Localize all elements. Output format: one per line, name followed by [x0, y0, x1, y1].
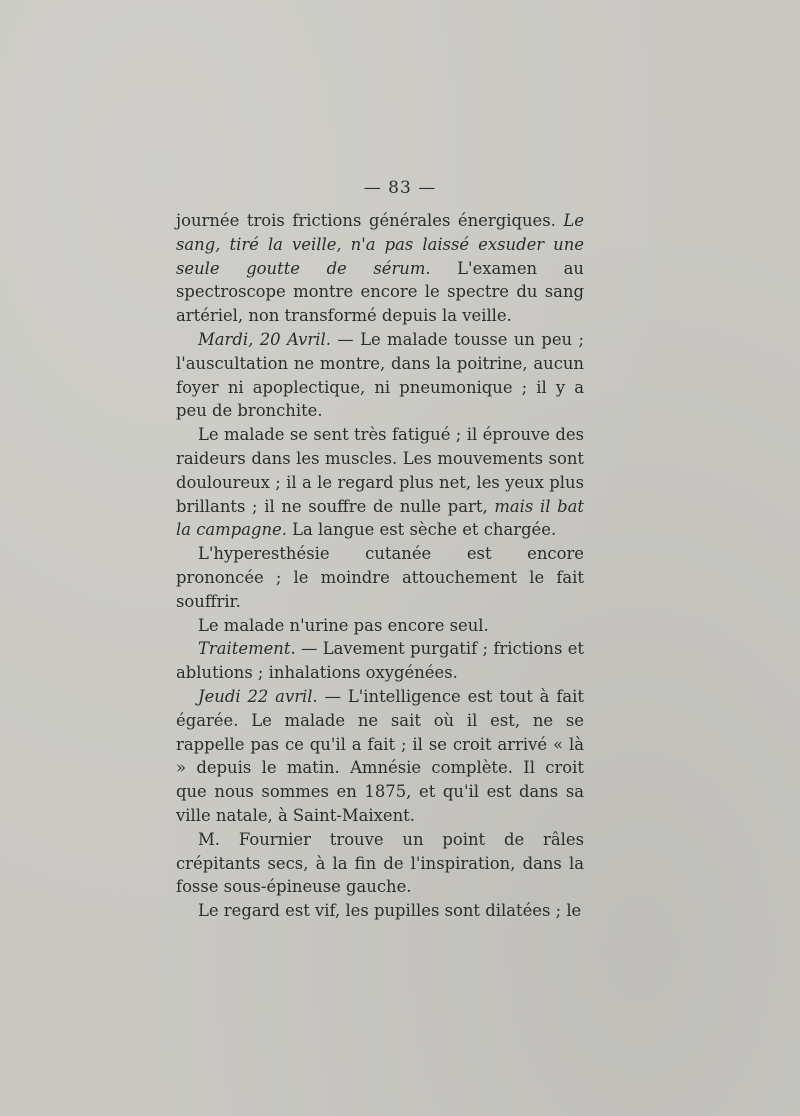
paragraph — [176, 828, 584, 899]
text-run: — L'intelligence est tout à fait égarée. Le malade ne sait où il est, ne se rappelle pas ce qu'il a fait ; il se croit arrivé « là » depuis le matin. Amnésie complète. Il croit que nous sommes en 1875, et qu'il est dans sa ville natale, à Saint-Maixent. — [176, 686, 584, 825]
paragraph — [176, 614, 584, 638]
text-run: Le regard est vif, les pupilles sont dilatées ; le — [198, 901, 582, 921]
text-run: M. Fournier trouve un point de râles crépitants secs, à la fin de l'inspiration, dans la fosse sous-épineuse gauche. — [176, 829, 584, 897]
italic-run: Le sang, tiré la veille, n'a pas laissé exsuder une seule goutte de sérum. — [176, 211, 584, 278]
text-run: La langue est sèche et chargée. — [286, 520, 557, 540]
body-text — [176, 209, 584, 923]
text-run: Le malade n'urine pas encore seul. — [198, 615, 489, 635]
italic-run: Jeudi 22 avril. — [198, 686, 318, 706]
italic-run: mais il bat la campagne. — [176, 496, 584, 540]
text-run: — Lavement purgatif ; frictions et ablutions ; inhalations oxygénées. — [176, 639, 584, 683]
paragraph — [176, 685, 584, 828]
paragraph — [176, 209, 584, 328]
text-run: L'hyperesthésie cutanée est encore prononcée ; le moindre attouchement le fait souffrir. — [176, 544, 584, 611]
italic-run: Mardi, 20 Avril. — [198, 329, 331, 349]
text-run: Le malade se sent très fatigué ; il éprouve des raideurs dans les muscles. Les mouvements sont douloureux ; il a le regard plus net, les yeux plus brillants ; il ne souffre de nulle part, — [176, 425, 584, 516]
text-run: journée trois frictions générales énergiques. — [176, 211, 564, 230]
paragraph — [176, 423, 584, 542]
paragraph — [176, 899, 584, 923]
page-number: — 83 — — [363, 178, 437, 198]
text-run: — Le malade tousse un peu ; l'auscultation ne montre, dans la poitrine, aucun foyer ni apoplectique, ni pneumonique ; il y a peu de bronchite. — [176, 329, 584, 421]
text-run: L'examen au spectroscope montre encore le spectre du sang artériel, non transformé depuis la veille. — [176, 258, 584, 326]
italic-run: Traitement. — [198, 639, 296, 659]
paragraph — [176, 637, 584, 685]
paragraph — [176, 328, 584, 423]
paragraph — [176, 542, 584, 613]
